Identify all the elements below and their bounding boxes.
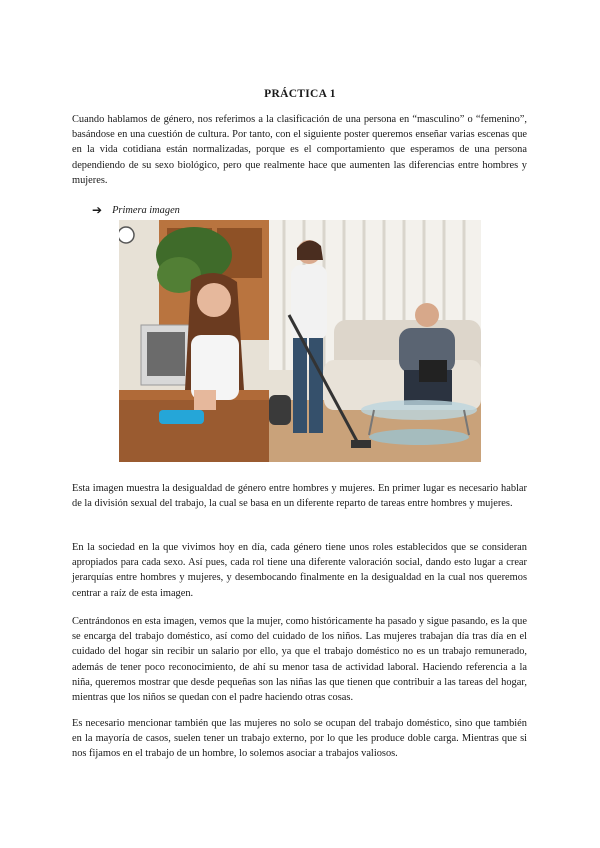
paragraph-4: Es necesario mencionar también que las mujeres no solo se ocupan del trabajo doméstico, sino que también en la mayoría de casos, suelen tener un trabajo externo, por lo que les produce doble carga. Mientras que si nos fijamos en el trabajo de un hombre, lo solemos asociar a trabajos valiosos. [72,718,527,760]
bullet-label: Primera imagen [112,205,180,216]
page-title: PRÁCTICA 1 [264,88,336,100]
arrow-right-icon: ➔ [92,203,103,217]
intro-paragraph: Cuando hablamos de género, nos referimos a la clasificación de una persona en “masculino” o “femenino”, basándose en una cuestión de cultura. Por tanto, con el siguiente poster queremos enseñar varias escenas que en la vida cotidiana están normalizadas, porque es el comportamiento que esperamos de una persona dependiendo de su sexo biológico, pero que realmente hace que aumenten las diferencias entre hombres y mujeres. [72,114,527,186]
bullet-item [92,203,180,218]
paragraph-2: En la sociedad en la que vivimos hoy en día, cada género tiene unos roles establecidos que se consideran apropiados para cada sexo. Así pues, cada rol tiene una diferente valoración social, dando esto lugar a crear jerarquías entre hombres y mujeres, y desembocando finalmente en la desigualdad en la cual nos queremos centrar a raíz de esta imagen. [72,542,527,599]
family-photo [119,220,481,462]
paragraph-3: Centrándonos en esta imagen, vemos que la mujer, como históricamente ha pasado y sigue pasando, es la que se encarga del trabajo doméstico, así como del cuidado de los niños. Las mujeres trabajan día tras día en el cuidado del hogar sin recibir un salario por ello, ya que el trabajo doméstico no es un trabajo remunerado, además de tener poco reconocimiento, de ahí su menor tasa de actividad laboral. Haciendo referencia a la niña, queremos mostrar que desde pequeñas son las niñas las que tienen que contribuir a las tareas del hogar, mientras que los niños se quedan con el padre haciendo otras cosas. [72,616,527,704]
photo-family-housework [119,220,481,462]
paragraph-1: Esta imagen muestra la desigualdad de género entre hombres y mujeres. En primer lugar es necesario hablar de la división sexual del trabajo, la cual se basa en un diferente reparto de tareas entre hombres y mujeres. [72,483,527,510]
